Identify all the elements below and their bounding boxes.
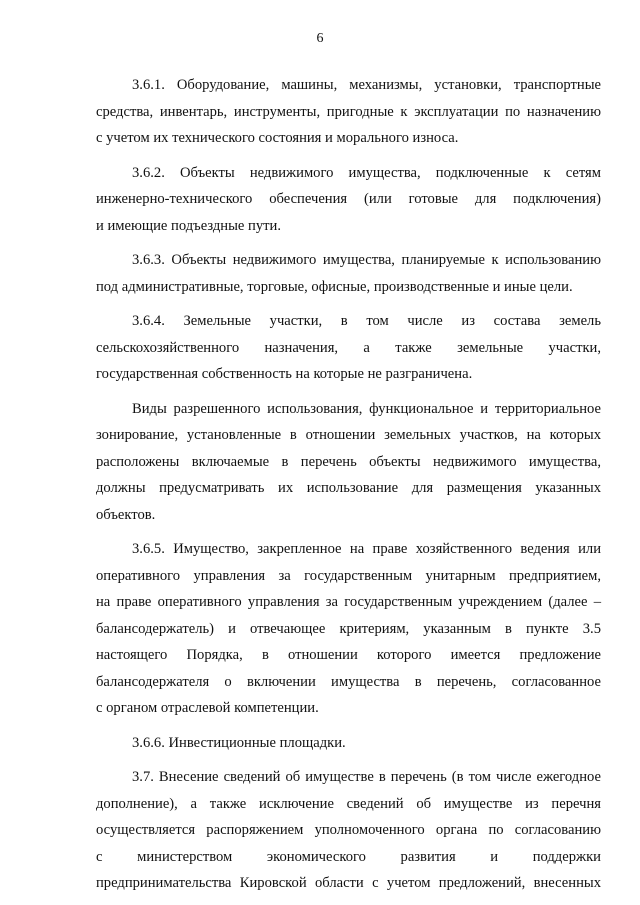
text-line: с министерством экономического развития и поддержки xyxy=(96,848,601,865)
text-line: 3.6.5. Имущество, закрепленное на праве хозяйственного ведения или xyxy=(132,541,601,557)
paragraph-3-6-2 xyxy=(96,160,601,240)
text-line: Виды разрешенного использования, функциональное и территориальное xyxy=(132,400,601,417)
text-line: государственная собственность на которые не разграничена. xyxy=(96,366,473,382)
text-line: дополнение), а также исключение сведений об имуществе из перечня xyxy=(96,795,601,812)
text-line: сельскохозяйственного назначения, а также земельные участки, xyxy=(96,339,601,356)
text-line: расположены включаемые в перечень объекты недвижимого имущества, xyxy=(96,453,601,470)
text-line: с органом отраслевой компетенции. xyxy=(96,700,319,716)
text-line: оперативного управления за государственным унитарным предприятием, xyxy=(96,567,601,584)
paragraph-3-6-4 xyxy=(96,308,601,388)
text-line: 3.6.3. Объекты недвижимого имущества, планируемые к использованию xyxy=(132,252,601,268)
text-line: объектов. xyxy=(96,506,156,523)
text-line: 3.6.1. Оборудование, машины, механизмы, установки, транспортные xyxy=(132,77,601,93)
page-number: 6 xyxy=(316,31,324,46)
text-line: инженерно-технического обеспечения (или готовые для подключения) xyxy=(96,191,601,207)
text-line: 3.6.4. Земельные участки, в том числе из состава земель xyxy=(132,313,601,329)
text-line: предпринимательства Кировской области с учетом предложений, внесенных xyxy=(96,875,601,891)
text-line: 3.7. Внесение сведений об имуществе в перечень (в том числе ежегодное xyxy=(132,769,601,785)
text-line: средства, инвентарь, инструменты, пригодные к эксплуатации по назначению xyxy=(96,103,601,120)
text-line: под административные, торговые, офисные, производственные и иные цели. xyxy=(96,278,573,295)
paragraph-zoning xyxy=(96,396,601,529)
paragraph-3-6-1 xyxy=(96,72,601,152)
text-line: балансодержатель) и отвечающее критериям, указанным в пункте 3.5 xyxy=(96,620,601,637)
text-line: балансодержателя о включении имущества в перечень, согласованное xyxy=(96,673,601,690)
text-line: с учетом их технического состояния и морального износа. xyxy=(96,130,459,146)
paragraph-3-6-5 xyxy=(96,536,601,722)
text-line: 3.6.2. Объекты недвижимого имущества, подключенные к сетям xyxy=(132,164,601,181)
paragraph-3-6-3 xyxy=(96,247,601,300)
text-line: настоящего Порядка, в отношении которого имеется предложение xyxy=(96,647,601,663)
paragraph-3-7 xyxy=(96,764,601,897)
text-line: должны предусматривать их использование для размещения указанных xyxy=(96,480,601,496)
document-body xyxy=(96,72,601,905)
text-line: и имеющие подъездные пути. xyxy=(96,217,281,234)
text-line: на праве оперативного управления за государственным учреждением (далее – xyxy=(96,594,601,610)
text-line: зонирование, установленные в отношении земельных участков, на которых xyxy=(96,427,601,443)
text-line: осуществляется распоряжением уполномоченного органа по согласованию xyxy=(96,822,601,838)
paragraph-3-6-6 xyxy=(96,730,601,757)
text-line: 3.6.6. Инвестиционные площадки. xyxy=(132,734,346,751)
